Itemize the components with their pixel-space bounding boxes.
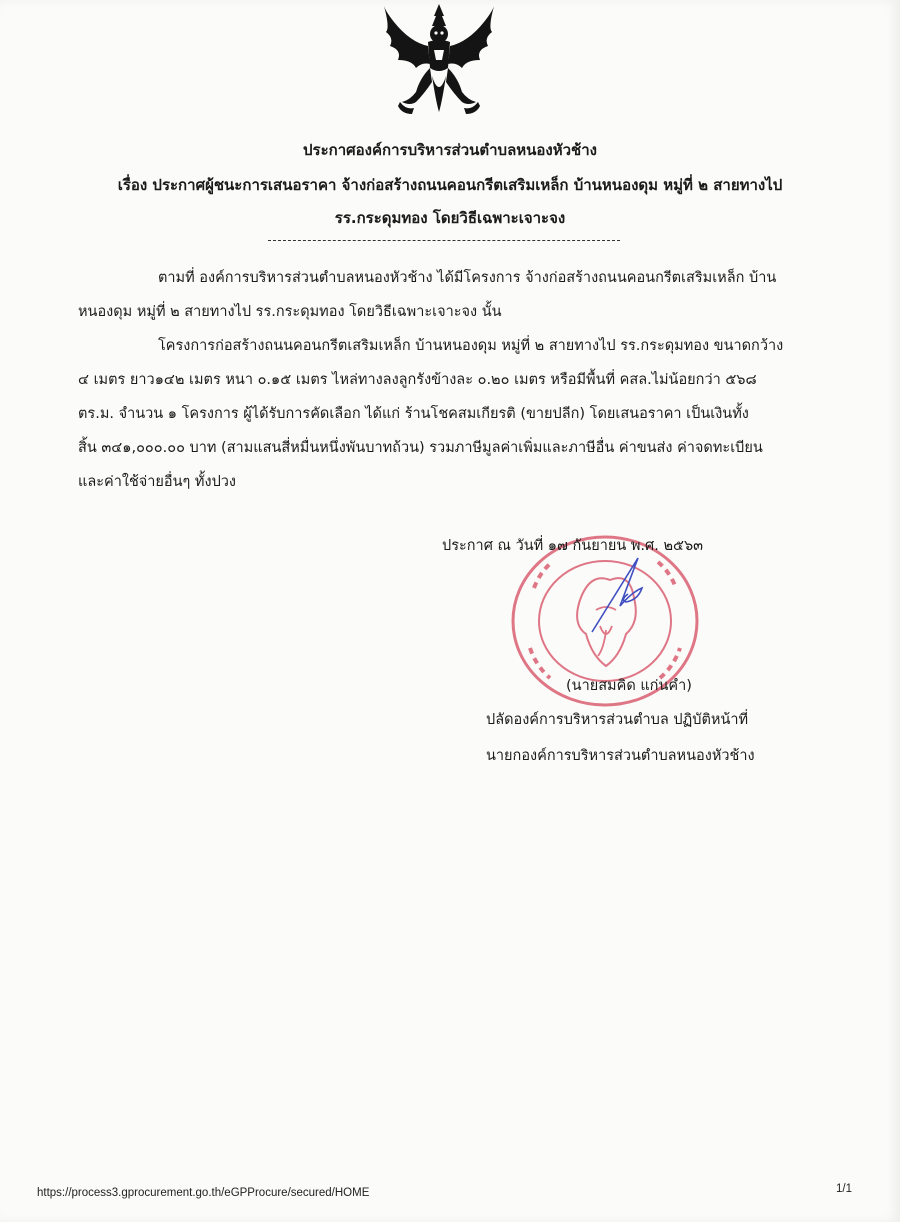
page-number: 1/1 — [836, 1183, 852, 1195]
signer-name: (นายสมคิด แก่นคำ) — [566, 678, 692, 694]
paragraph-2-line-2: ๔ เมตร ยาว๑๔๒ เมตร หนา ๐.๑๕ เมตร ไหล่ทางลงลูกรังข้างละ ๐.๒๐ เมตร หรือมีพื้นที่ คสล.ไม่น้อยกว่า ๕๖๘ — [78, 372, 757, 388]
paragraph-2-line-4: สิ้น ๓๔๑,๐๐๐.๐๐ บาท (สามแสนสี่หมื่นหนึ่งพันบาทถ้วน) รวมภาษีมูลค่าเพิ่มและภาษีอื่น ค่าขนส่ง ค่าจดทะเบียน — [78, 440, 763, 456]
paragraph-1-line-1: ตามที่ องค์การบริหารส่วนตำบลหนองหัวช้าง ได้มีโครงการ จ้างก่อสร้างถนนคอนกรีตเสริมเหล็ก บ้าน — [158, 270, 777, 286]
paragraph-2-line-1: โครงการก่อสร้างถนนคอนกรีตเสริมเหล็ก บ้านหนองดุม หมู่ที่ ๒ สายทางไป รร.กระดุมทอง ขนาดกว้าง — [158, 338, 784, 354]
header-subject: เรื่อง ประกาศผู้ชนะการเสนอราคา จ้างก่อสร้างถนนคอนกรีตเสริมเหล็ก บ้านหนองดุม หมู่ที่ ๒ สายทางไป — [117, 176, 783, 194]
signer-position: ปลัดองค์การบริหารส่วนตำบล ปฏิบัติหน้าที่ — [486, 712, 749, 728]
header-divider — [268, 240, 620, 241]
paragraph-2-line-3: ตร.ม. จำนวน ๑ โครงการ ผู้ได้รับการคัดเลือก ได้แก่ ร้านโชคสมเกียรติ (ขายปลีก) โดยเสนอราคา เป็นเงินทั้ง — [78, 406, 749, 422]
paragraph-2-line-5: และค่าใช้จ่ายอื่นๆ ทั้งปวง — [78, 474, 236, 490]
header-subject-cont: รร.กระดุมทอง โดยวิธีเฉพาะเจาะจง — [334, 209, 566, 227]
header-title: ประกาศองค์การบริหารส่วนตำบลหนองหัวช้าง — [303, 141, 597, 159]
paragraph-1-line-2: หนองดุม หมู่ที่ ๒ สายทางไป รร.กระดุมทอง โดยวิธีเฉพาะเจาะจง นั้น — [78, 304, 502, 320]
garuda-emblem-icon — [376, 2, 502, 120]
announcement-date: ประกาศ ณ วันที่ ๑๗ กันยายน พ.ศ. ๒๕๖๓ — [442, 538, 704, 554]
source-url: https://process3.gprocurement.go.th/eGPProcure/secured/HOME — [37, 1187, 370, 1199]
signer-position-acting: นายกองค์การบริหารส่วนตำบลหนองหัวช้าง — [486, 748, 755, 764]
